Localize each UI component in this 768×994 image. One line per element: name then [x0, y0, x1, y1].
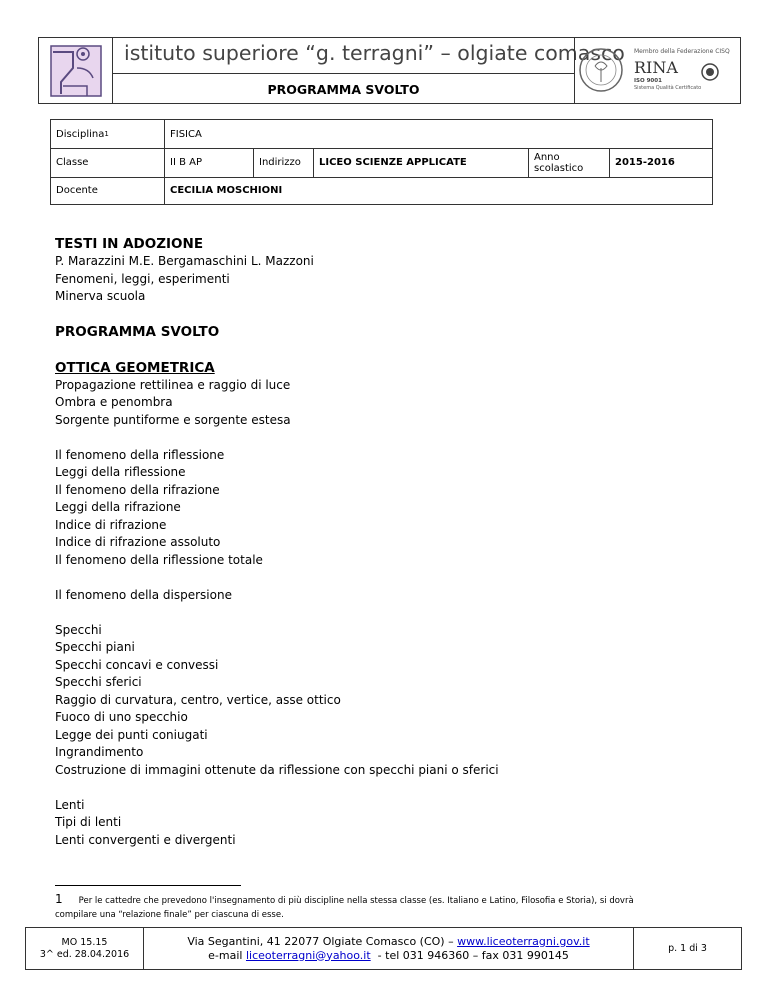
school-logo-cell — [39, 38, 113, 103]
topic-line: Costruzione di immagini ottenute da riflessione con specchi piani o sferici — [55, 762, 499, 777]
course-info-table — [50, 119, 713, 205]
phone-text: - tel 031 946360 – fax 031 990145 — [370, 948, 569, 962]
topic-line: Ingrandimento — [55, 745, 144, 759]
topic-line: Il fenomeno della rifrazione — [55, 482, 220, 497]
ottica-heading: OTTICA GEOMETRICA — [55, 359, 215, 376]
docente-label: Docente — [56, 185, 98, 196]
website-link[interactable]: www.liceoterragni.gov.it — [457, 934, 590, 948]
topic-line: Specchi sferici — [55, 675, 142, 689]
document-footer — [25, 927, 742, 970]
programma-heading: PROGRAMMA SVOLTO — [55, 324, 220, 340]
topic-line: Sorgente puntiforme e sorgente estesa — [55, 412, 291, 427]
email-link[interactable]: liceoterragni@yahoo.it — [245, 948, 371, 962]
sgq-text: Sistema Qualità Certificato — [634, 85, 702, 91]
document-body — [55, 235, 715, 849]
testi-line: P. Marazzini M.E. Bergamaschini L. Mazzoni — [55, 254, 314, 268]
certification-logos — [574, 38, 740, 103]
classe-value: II B AP — [164, 148, 253, 177]
topic-line: Raggio di curvatura, centro, vertice, asse ottico — [55, 692, 341, 707]
topic-line: Tipi di lenti — [55, 815, 122, 829]
module-code: MO 15.15 — [61, 936, 108, 948]
topic-line: Fuoco di uno specchio — [55, 710, 188, 724]
testi-line: Minerva scuola — [55, 289, 146, 303]
cisq-member-text: Membro della Federazione CISQ — [634, 48, 730, 55]
email-label: e-mail — [208, 948, 246, 962]
topic-line: Leggi della rifrazione — [55, 500, 181, 514]
topic-line: Legge dei punti coniugati — [55, 727, 208, 742]
indirizzo-label: Indirizzo — [253, 148, 313, 177]
disciplina-label: Disciplina — [56, 128, 105, 140]
topic-line: Leggi della riflessione — [55, 465, 186, 479]
topic-line: Specchi piani — [55, 640, 135, 654]
iso-text: ISO 9001 — [634, 78, 662, 84]
topic-line: Specchi — [55, 622, 102, 637]
classe-row — [51, 148, 712, 178]
topic-line: Il fenomeno della riflessione — [55, 447, 225, 462]
topic-line: Il fenomeno della dispersione — [55, 587, 232, 602]
address-line — [187, 935, 589, 949]
testi-line: Fenomeni, leggi, esperimenti — [55, 271, 230, 286]
footnote-text-1: Per le cattedre che prevedono l'insegnamento di più discipline nella stessa classe (es. Italiano e Latino, Filosofia e Storia), si dovrà — [78, 896, 634, 906]
docente-value: CECILIA MOSCHIONI — [164, 177, 712, 204]
anno-label-1: Anno — [534, 151, 560, 163]
footnote-text-2: compilare una “relazione finale” per ciascuna di esse. — [55, 910, 284, 920]
anno-value: 2015-2016 — [609, 148, 712, 177]
footnote-ref: 1 — [104, 130, 109, 138]
footnote-separator — [55, 885, 241, 886]
topic-line: Lenti convergenti e divergenti — [55, 832, 236, 847]
topic-line: Indice di rifrazione assoluto — [55, 535, 221, 549]
edition-date: 3^ ed. 28.04.2016 — [39, 948, 130, 960]
school-title: istituto superiore “g. terragni” – olgiate comasco — [124, 41, 625, 65]
school-logo-icon — [39, 38, 112, 103]
disciplina-value: FISICA — [164, 120, 712, 148]
footnote-number: 1 — [55, 892, 63, 906]
rina-logo: RINA — [634, 58, 678, 77]
classe-label: Classe — [56, 157, 89, 168]
contact-line — [208, 949, 569, 963]
anno-label-2: scolastico — [534, 162, 584, 174]
testi-heading: TESTI IN ADOZIONE — [55, 236, 204, 252]
page-number: p. 1 di 3 — [633, 928, 741, 969]
disciplina-row — [51, 120, 712, 149]
footnote — [55, 892, 715, 922]
topic-line: Propagazione rettilinea e raggio di luce — [55, 377, 291, 392]
indirizzo-value: LICEO SCIENZE APPLICATE — [313, 148, 528, 177]
document-header — [38, 37, 741, 104]
topic-line: Indice di rifrazione — [55, 517, 167, 532]
address-text: Via Segantini, 41 22077 Olgiate Comasco (CO) – — [187, 934, 458, 948]
topic-line: Specchi concavi e convessi — [55, 657, 219, 672]
document-title: PROGRAMMA SVOLTO — [267, 82, 420, 97]
topic-line: Il fenomeno della riflessione totale — [55, 552, 263, 567]
topic-line: Ombra e penombra — [55, 395, 173, 409]
topic-line: Lenti — [55, 797, 85, 812]
docente-row — [51, 177, 712, 204]
